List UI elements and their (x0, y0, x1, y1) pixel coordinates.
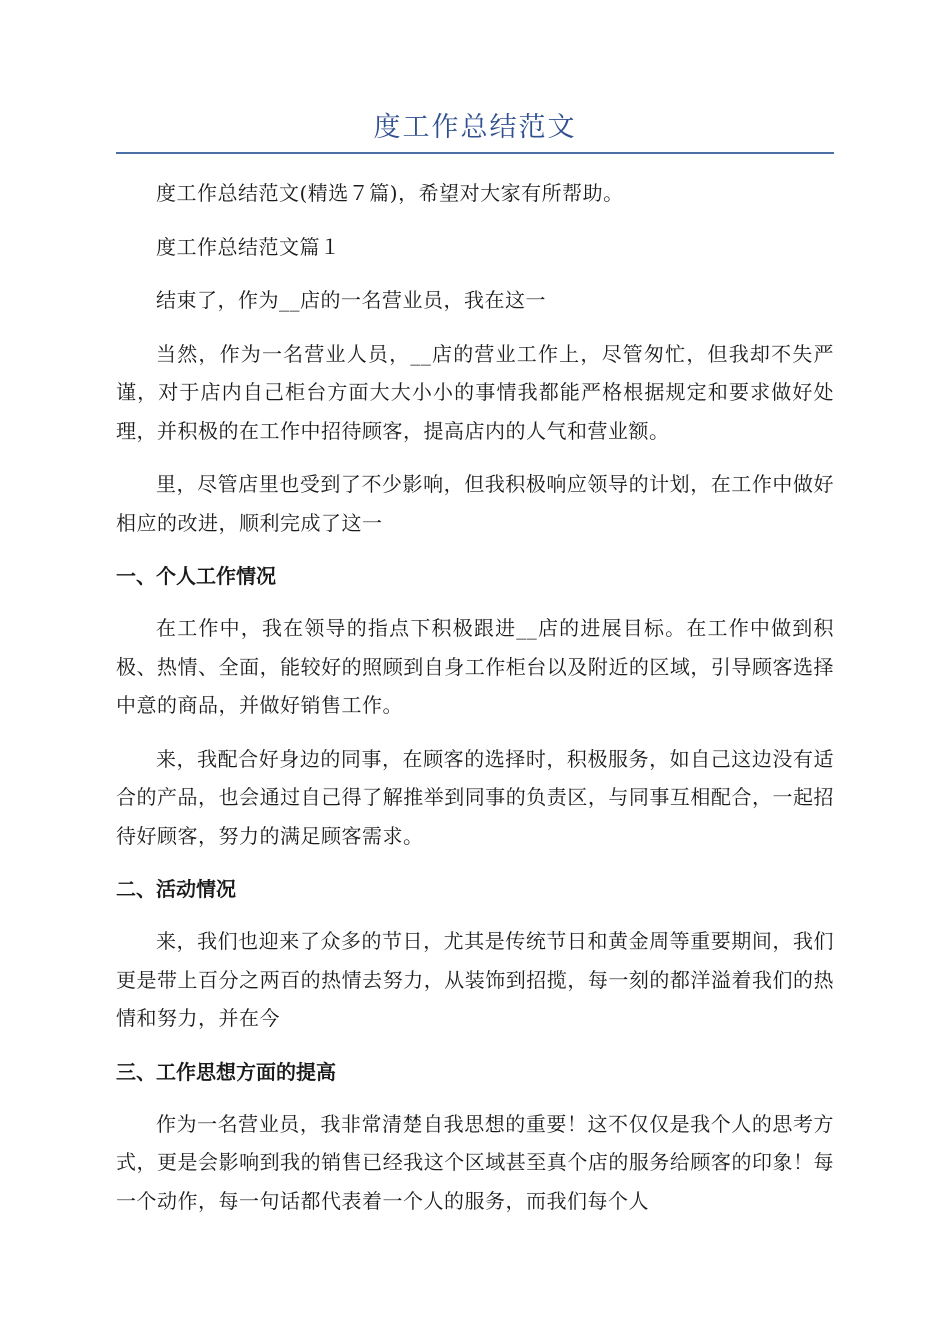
paragraph: 当然，作为一名营业人员，__店的营业工作上，尽管匆忙，但我却不失严谨，对于店内自己柜台方面大大小小的事情我都能严格根据规定和要求做好处理，并积极的在工作中招待顾客，提高店内的人气和营业额。 (116, 341, 834, 443)
paragraph: 来，我们也迎来了众多的节日，尤其是传统节日和黄金周等重要期间，我们更是带上百分之两百的热情去努力，从装饰到招揽，每一刻的都洋溢着我们的热情和努力，并在今 (116, 929, 834, 1030)
section-heading: 二、活动情况 (116, 877, 236, 901)
paragraph: 度工作总结范文(精选７篇)，希望对大家有所帮助。 (156, 181, 624, 205)
paragraph: 在工作中，我在领导的指点下积极跟进__店的进展目标。在工作中做到积极、热情、全面，能较好的照顾到自身工作柜台以及附近的区域，引导顾客选择中意的商品，并做好销售工作。 (116, 616, 834, 717)
paragraph: 里，尽管店里也受到了不少影响，但我积极响应领导的计划，在工作中做好相应的改进，顺利完成了这一 (116, 472, 834, 535)
paragraph: 度工作总结范文篇１ (156, 234, 341, 259)
document-title: 度工作总结范文 (373, 112, 577, 143)
section-heading: 一、个人工作情况 (116, 564, 276, 588)
section-heading: 三、工作思想方面的提高 (116, 1059, 336, 1084)
paragraph: 作为一名营业员，我非常清楚自我思想的重要！这不仅仅是我个人的思考方式，更是会影响到我的销售已经我这个区域甚至真个店的服务给顾客的印象！每一个动作，每一句话都代表着一个人的服务，而我们每个人 (116, 1111, 834, 1213)
paragraph: 来，我配合好身边的同事，在顾客的选择时，积极服务，如自己这边没有适合的产品，也会通过自己得了解推举到同事的负责区，与同事互相配合，一起招待好顾客，努力的满足顾客需求。 (116, 746, 834, 848)
paragraph: 结束了，作为__店的一名营业员，我在这一 (156, 288, 546, 312)
title-underline (116, 152, 834, 154)
document-page (116, 108, 834, 1235)
